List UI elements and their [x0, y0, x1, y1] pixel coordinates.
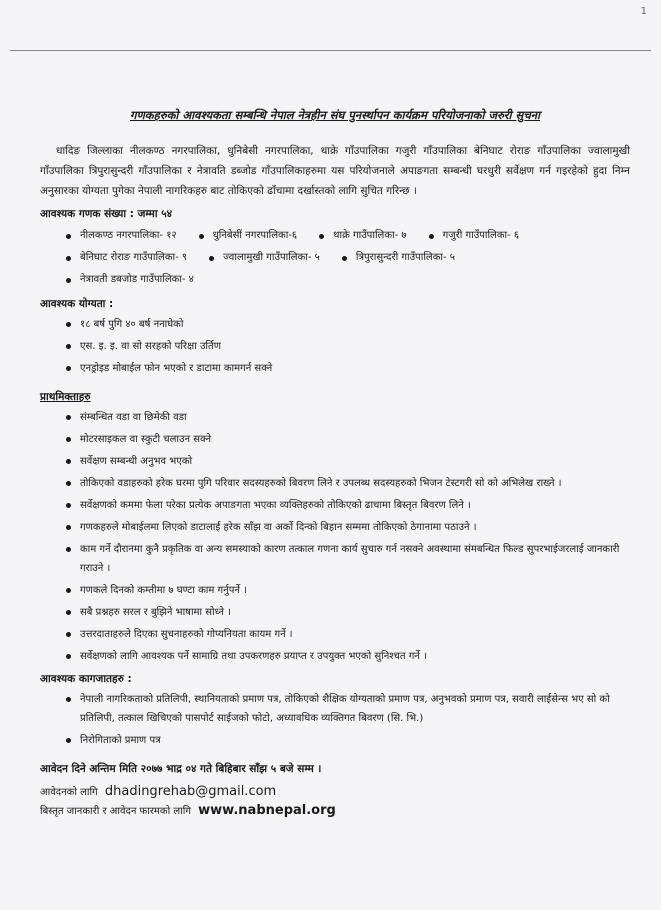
enumerator-item: धुनिबेसीं नगरपालिका-६	[199, 225, 298, 247]
bullet-icon	[66, 697, 71, 702]
list-item: तोकिएको वडाहरुको हरेक घरमा पुगि परिवार सदस्यहरुको बिवरण लिने र उपलब्ध सदस्यहरुको भिजन टेस्टगरी सो को अभिलेख राख्ने ।	[66, 474, 630, 493]
bullet-icon	[66, 415, 71, 420]
bullet-icon	[66, 738, 71, 743]
bullet-icon	[66, 610, 71, 615]
enumerators-heading: आवश्यक गणक संख्या : जम्मा ५४	[40, 208, 173, 220]
priorities-list	[40, 408, 630, 666]
bullet-icon	[66, 547, 71, 552]
apply-line	[40, 784, 630, 799]
documents-heading: आवश्यक कागजातहरु :	[40, 673, 132, 685]
list-item: सर्वेक्षण सम्बन्धी अनुभव भएको	[66, 452, 630, 471]
list-item: निरोगिताको प्रमाण पत्र	[66, 731, 630, 750]
bullet-icon	[66, 256, 71, 261]
enumerators-row	[66, 247, 630, 269]
qualifications-heading: आवश्यक योग्यता :	[40, 298, 114, 310]
enumerators-grid	[40, 225, 630, 291]
bullet-icon	[429, 234, 434, 239]
enumerators-row	[66, 225, 630, 247]
notice-document	[40, 108, 630, 822]
enumerators-row	[66, 269, 630, 291]
enumerator-item: गजुरी गाउँपालिका- ६	[429, 225, 520, 247]
bullet-icon	[66, 481, 71, 486]
intro-paragraph: धादिङ जिल्लाका नीलकण्ठ नगरपालिका, धुनिबेसी नगरपालिका, थाक्रे गाँउपालिका गजुरी गाँउपालिका बेनिघाट रोराङ गाँउपालिका ज्वालामुखी गाँउपालिका त्रिपुरासुन्दरी गाँउपालिका र नेत्रावति डब्जोड गाँउपालिकाहरुमा यस परियोजनाले अपाङगता सम्बन्धी घरधुरी सर्वेक्षण गर्न गइरहेको हुदा निम्न अनुसारका योग्यता पुगेका नेपाली नागरिकहरु बाट तोकिएको ढाँचामा दर्खास्तको लागि सुचित गरिन्छ ।	[40, 145, 630, 197]
list-item: नेपाली नागरिकताको प्रतिलिपी, स्थानियताको प्रमाण पत्र, तोकिएको शैक्षिक योग्यताको प्रमाण पत्र, अनुभवको प्रमाण पत्र, सवारी लाईसेन्स भए सो को प्रतिलिपी, तत्काल खिचिएको पासपोर्ट साईजको फोटो, अध्यावधिक व्यक्तिगत बिवरण (सि. भि.)	[66, 690, 630, 728]
enumerator-item: नीलकण्ठ नगरपालिका- १२	[66, 225, 177, 247]
list-item: सर्वेक्षणको लागि आवश्यक पर्ने सामाग्रि तथा उपकरणहरु प्रयाप्त र उपयुक्त भएको सुनिश्चत गर्ने ।	[66, 647, 630, 666]
bullet-icon	[66, 278, 71, 283]
list-item: सर्वेक्षणको कममा फेला परेका प्रत्येक अपाङगता भएका व्यक्तिहरुको तोकिएको ढाचामा बिस्तृत बिवरण लिने ।	[66, 496, 630, 515]
list-item: गणकहरुले मोबाईलमा लिएको डाटालाई हरेक साँझ वा अर्को दिन्को बिहान सम्ममा तोकिएको ठेगानामा पठाउने ।	[66, 518, 630, 537]
bullet-icon	[342, 256, 347, 261]
enumerator-item: नेत्रावती डबजोड गाउँपालिका- ४	[66, 269, 194, 291]
top-rule	[10, 50, 651, 51]
website-link[interactable]: www.nabnepal.org	[198, 803, 336, 818]
list-item: उत्तरदाताहरुले दिएका सुचनाहरुको गोप्यनियता कायम गर्ने ।	[66, 625, 630, 644]
list-item: सबै प्रश्नहरु सरल र बुझिने भाषामा सोध्ने ।	[66, 603, 630, 622]
list-item: संम्बन्धित वडा वा छिमेकी वडा	[66, 408, 630, 427]
list-item: मोटरसाइकल वा स्कुटी चलाउन सक्ने	[66, 430, 630, 449]
bullet-icon	[199, 234, 204, 239]
info-label: बिस्तृत जानकारी र आवेदन फारमको लागि	[40, 806, 191, 817]
bullet-icon	[66, 525, 71, 530]
deadline-text: आवेदन दिने अन्तिम मिति २०७७ भाद्र ०४ गते बिहिबार साँझ ५ बजे सम्म ।	[40, 763, 322, 775]
bullet-icon	[66, 366, 71, 371]
bullet-icon	[319, 234, 324, 239]
bullet-icon	[66, 322, 71, 327]
bullet-icon	[66, 654, 71, 659]
list-item: १८ बर्ष पुगि ४० बर्ष ननाघेको	[66, 315, 630, 334]
bullet-icon	[66, 503, 71, 508]
priorities-heading: प्राथमिक्ताहरु	[40, 391, 91, 403]
notice-title: गणकहरुको आवश्यकता सम्बन्धि नेपाल नेत्रहीन संघ पुनर्स्थापन कार्यक्रम परियोजनाको जरुरी सुचना	[130, 108, 540, 122]
enumerator-item: ज्वालामुखी गाउँपालिका- ५	[209, 247, 320, 269]
list-item: एस. इ. इ. वा सो सरहको परिक्षा उर्तिण	[66, 337, 630, 356]
enumerator-item: थाक्रे गाउँपालिका- ७	[319, 225, 406, 247]
bullet-icon	[209, 256, 214, 261]
bullet-icon	[66, 459, 71, 464]
page-number: 1	[640, 6, 647, 17]
bullet-icon	[66, 588, 71, 593]
bullet-icon	[66, 437, 71, 442]
documents-list	[40, 690, 630, 750]
list-item: गणकले दिनको कम्तीमा ७ घण्टा काम गर्नुपर्ने ।	[66, 581, 630, 600]
enumerator-item: बेनिघाट रोराङ गाउँपालिका- ९	[66, 247, 187, 269]
info-line	[40, 803, 630, 818]
qualifications-list	[40, 315, 630, 378]
bullet-icon	[66, 632, 71, 637]
email-link[interactable]: dhadingrehab@gmail.com	[104, 784, 277, 799]
list-item: एनड्रोइड मोबाईल फोन भएको र डाटामा कामगर्न सक्ने	[66, 359, 630, 378]
list-item: काम गर्ने दौरानमा कुनै प्रकृतिक वा अन्य समस्याको कारण तत्काल गणना कार्य सुचारु गर्न नसक्ने अवस्थामा संमबन्धित फिल्ड सुपरभाईजरलाई जानकारी गराउने ।	[66, 540, 630, 578]
enumerator-item: त्रिपुरासुन्दरी गाउँपालिका- ५	[342, 247, 455, 269]
apply-label: आवेदनको लागि	[40, 787, 98, 798]
bullet-icon	[66, 234, 71, 239]
bullet-icon	[66, 344, 71, 349]
